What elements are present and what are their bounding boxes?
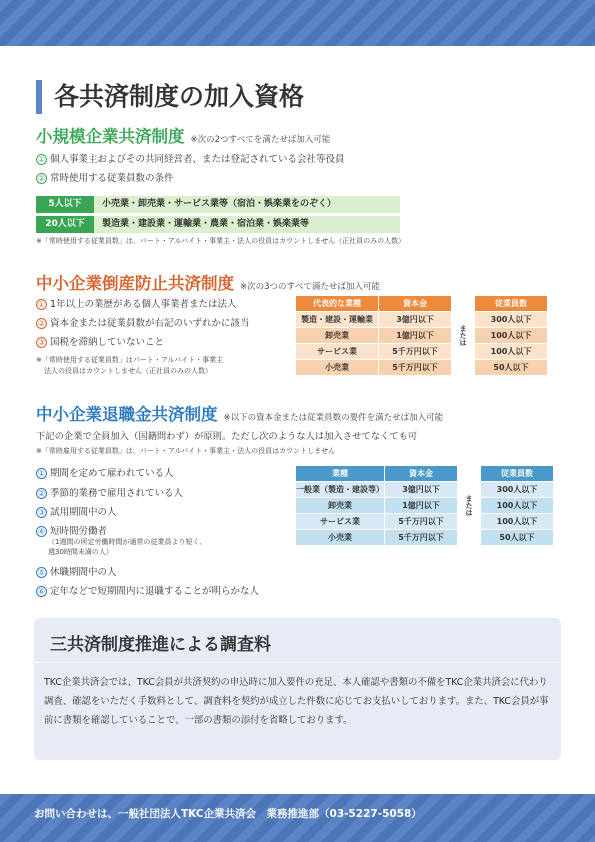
table-cell: 300人以下	[475, 312, 547, 327]
table-header-row	[296, 466, 553, 481]
footnote: 法人の役員はカウントしません（正社員のみの人数）	[44, 367, 212, 375]
sub-note: 週30時間未満の人）	[48, 548, 113, 556]
contact-footer: お問い合わせは、一般社団法人TKC企業共済会 業務推進部（03-5227-5058）	[34, 808, 422, 820]
box-title: 三共済制度推進による調査料	[50, 635, 271, 655]
footnote: ※「常時使用する従業員数」はパート・アルバイト・事業主	[36, 356, 224, 364]
table-cell: 1億円以下	[385, 498, 457, 513]
table-cell: 1億円以下	[379, 328, 451, 343]
section-note: ※以下の資本金または従業員数の要件を満たせば加入可能	[223, 413, 444, 423]
table-cell: 3億円以下	[385, 482, 457, 497]
table-cell: サービス業	[296, 514, 384, 529]
table-cell: 5千万円以下	[385, 530, 457, 545]
list-item	[36, 485, 183, 499]
list-item	[36, 564, 117, 578]
list-item-text: 国税を滞納していないこと	[50, 337, 165, 348]
number-badge: ③	[37, 508, 46, 517]
table-cell: 5千万円以下	[379, 344, 451, 359]
list-item	[36, 465, 174, 479]
condition-row	[36, 216, 400, 233]
table-row	[296, 360, 547, 375]
condition-label: 5人以下	[36, 196, 94, 213]
list-item	[36, 583, 259, 597]
section-heading-text: 中小企業倒産防止共済制度	[36, 274, 234, 293]
table-cell: 100人以下	[481, 498, 553, 513]
table-header-cell: 従業員数	[481, 466, 553, 481]
list-item	[36, 170, 174, 184]
number-badge: ⑥	[37, 587, 46, 596]
box-divider	[34, 662, 561, 663]
table-cell: サービス業	[296, 344, 378, 359]
condition-row	[36, 196, 400, 213]
table-cell: 小売業	[296, 360, 378, 375]
condition-text: 製造業・建設業・運輸業・農業・宿泊業・娯楽業等	[94, 216, 400, 233]
box-body: TKC企業共済会では、TKC会員が共済契約の申込時に加入要件の充足、本人確認や書類の不備をTKC企業共済会に代わり調査、確認をいただく手数料として、調査料を契約が成立した件数に応じてお支払いしております。また、TKC会員が事前に書類を確認していることで、一部の書類の添付を省略しております。	[44, 677, 549, 726]
list-item-text: 常時使用する従業員数の条件	[50, 173, 174, 184]
number-badge: ①	[37, 469, 46, 478]
number-badge: ④	[37, 527, 46, 536]
number-badge: ②	[37, 174, 46, 183]
table-header-cell: 資本金	[385, 466, 457, 481]
or-label: または	[458, 466, 480, 545]
list-item-text: 定年などで短期間内に退職することが明らかな人	[50, 586, 260, 597]
footnote: ※「常時使用する従業員数」は、パート・アルバイト・事業主・法人の役員はカウントしません（正社員のみの人数）	[36, 237, 406, 245]
section-note: ※次の2つすべてを満たせば加入可能	[190, 135, 331, 145]
table-header-cell: 代表的な業種	[296, 296, 378, 311]
or-label: または	[452, 296, 474, 375]
list-item	[36, 523, 107, 537]
list-item-text: 試用期間中の人	[50, 507, 117, 518]
table-header-row	[296, 296, 547, 311]
number-badge: ②	[37, 489, 46, 498]
table-cell: 5千万円以下	[379, 360, 451, 375]
footnote: ※「常時雇用する従業員数」は、パート・アルバイト・事業主・法人の役員はカウントしません	[36, 447, 336, 455]
table-cell: 50人以下	[481, 530, 553, 545]
list-item	[36, 296, 237, 310]
table-cell: 100人以下	[475, 328, 547, 343]
section-small-business-heading	[36, 123, 330, 147]
list-item-text: 資本金または従業員数が右記のいずれかに該当	[50, 318, 250, 329]
condition-label: 20人以下	[36, 216, 94, 233]
table-row	[296, 328, 547, 343]
list-item	[36, 504, 117, 518]
retirement-eligibility-table	[295, 465, 554, 546]
list-item	[36, 315, 250, 329]
investigation-fee-box	[34, 618, 561, 760]
table-row	[296, 498, 553, 513]
table-header-cell: 資本金	[379, 296, 451, 311]
table-cell: 300人以下	[481, 482, 553, 497]
header-band	[0, 0, 595, 46]
number-badge: ①	[37, 300, 46, 309]
list-item-text: 期間を定めて雇われている人	[50, 468, 174, 479]
table-cell: 3億円以下	[379, 312, 451, 327]
list-item-text: 短時間労働者	[50, 526, 108, 537]
table-cell: 一般業（製造・建設等）	[296, 482, 384, 497]
list-item-text: 個人事業主およびその共同経営者、または登記されている会社等役員	[50, 154, 345, 165]
table-cell: 50人以下	[475, 360, 547, 375]
table-cell: 小売業	[296, 530, 384, 545]
table-cell: 卸売業	[296, 498, 384, 513]
section-note: ※次の3つのすべて満たせば加入可能	[240, 282, 380, 292]
list-item-text: 休職期間中の人	[50, 567, 117, 578]
table-cell: 卸売業	[296, 328, 378, 343]
section-retirement-allowance-heading	[36, 401, 443, 425]
number-badge: ②	[37, 319, 46, 328]
table-row	[296, 530, 553, 545]
table-header-cell: 業種	[296, 466, 384, 481]
number-badge: ③	[37, 338, 46, 347]
table-cell: 製造・建設・運輸業	[296, 312, 378, 327]
page-title-text: 各共済制度の加入資格	[54, 82, 305, 111]
section-bankruptcy-prevention-heading	[36, 270, 380, 294]
section-heading-text: 中小企業退職金共済制度	[36, 405, 218, 424]
table-row	[296, 482, 553, 497]
sub-note: （1週間の所定労働時間が通常の従業員より短く、	[48, 538, 207, 546]
section-heading-text: 小規模企業共済制度	[36, 127, 185, 146]
table-row	[296, 312, 547, 327]
list-item-text: 1年以上の業歴がある個人事業者または法人	[50, 299, 237, 310]
table-cell: 100人以下	[481, 514, 553, 529]
bankruptcy-eligibility-table	[295, 295, 548, 376]
list-item-text: 季節的業務で雇用されている人	[50, 488, 184, 499]
table-cell: 5千万円以下	[385, 514, 457, 529]
page-title	[36, 80, 556, 114]
section-intro: 下記の企業で全員加入（国籍問わず）が原則。ただし次のような人は加入させてなくても可	[36, 431, 418, 442]
list-item	[36, 151, 345, 165]
condition-text: 小売業・卸売業・サービス業等（宿泊・娯楽業をのぞく）	[94, 196, 400, 213]
table-row	[296, 344, 547, 359]
table-row	[296, 514, 553, 529]
list-item	[36, 334, 164, 348]
number-badge: ①	[37, 155, 46, 164]
table-header-cell: 従業員数	[475, 296, 547, 311]
table-cell: 100人以下	[475, 344, 547, 359]
number-badge: ⑤	[37, 568, 46, 577]
